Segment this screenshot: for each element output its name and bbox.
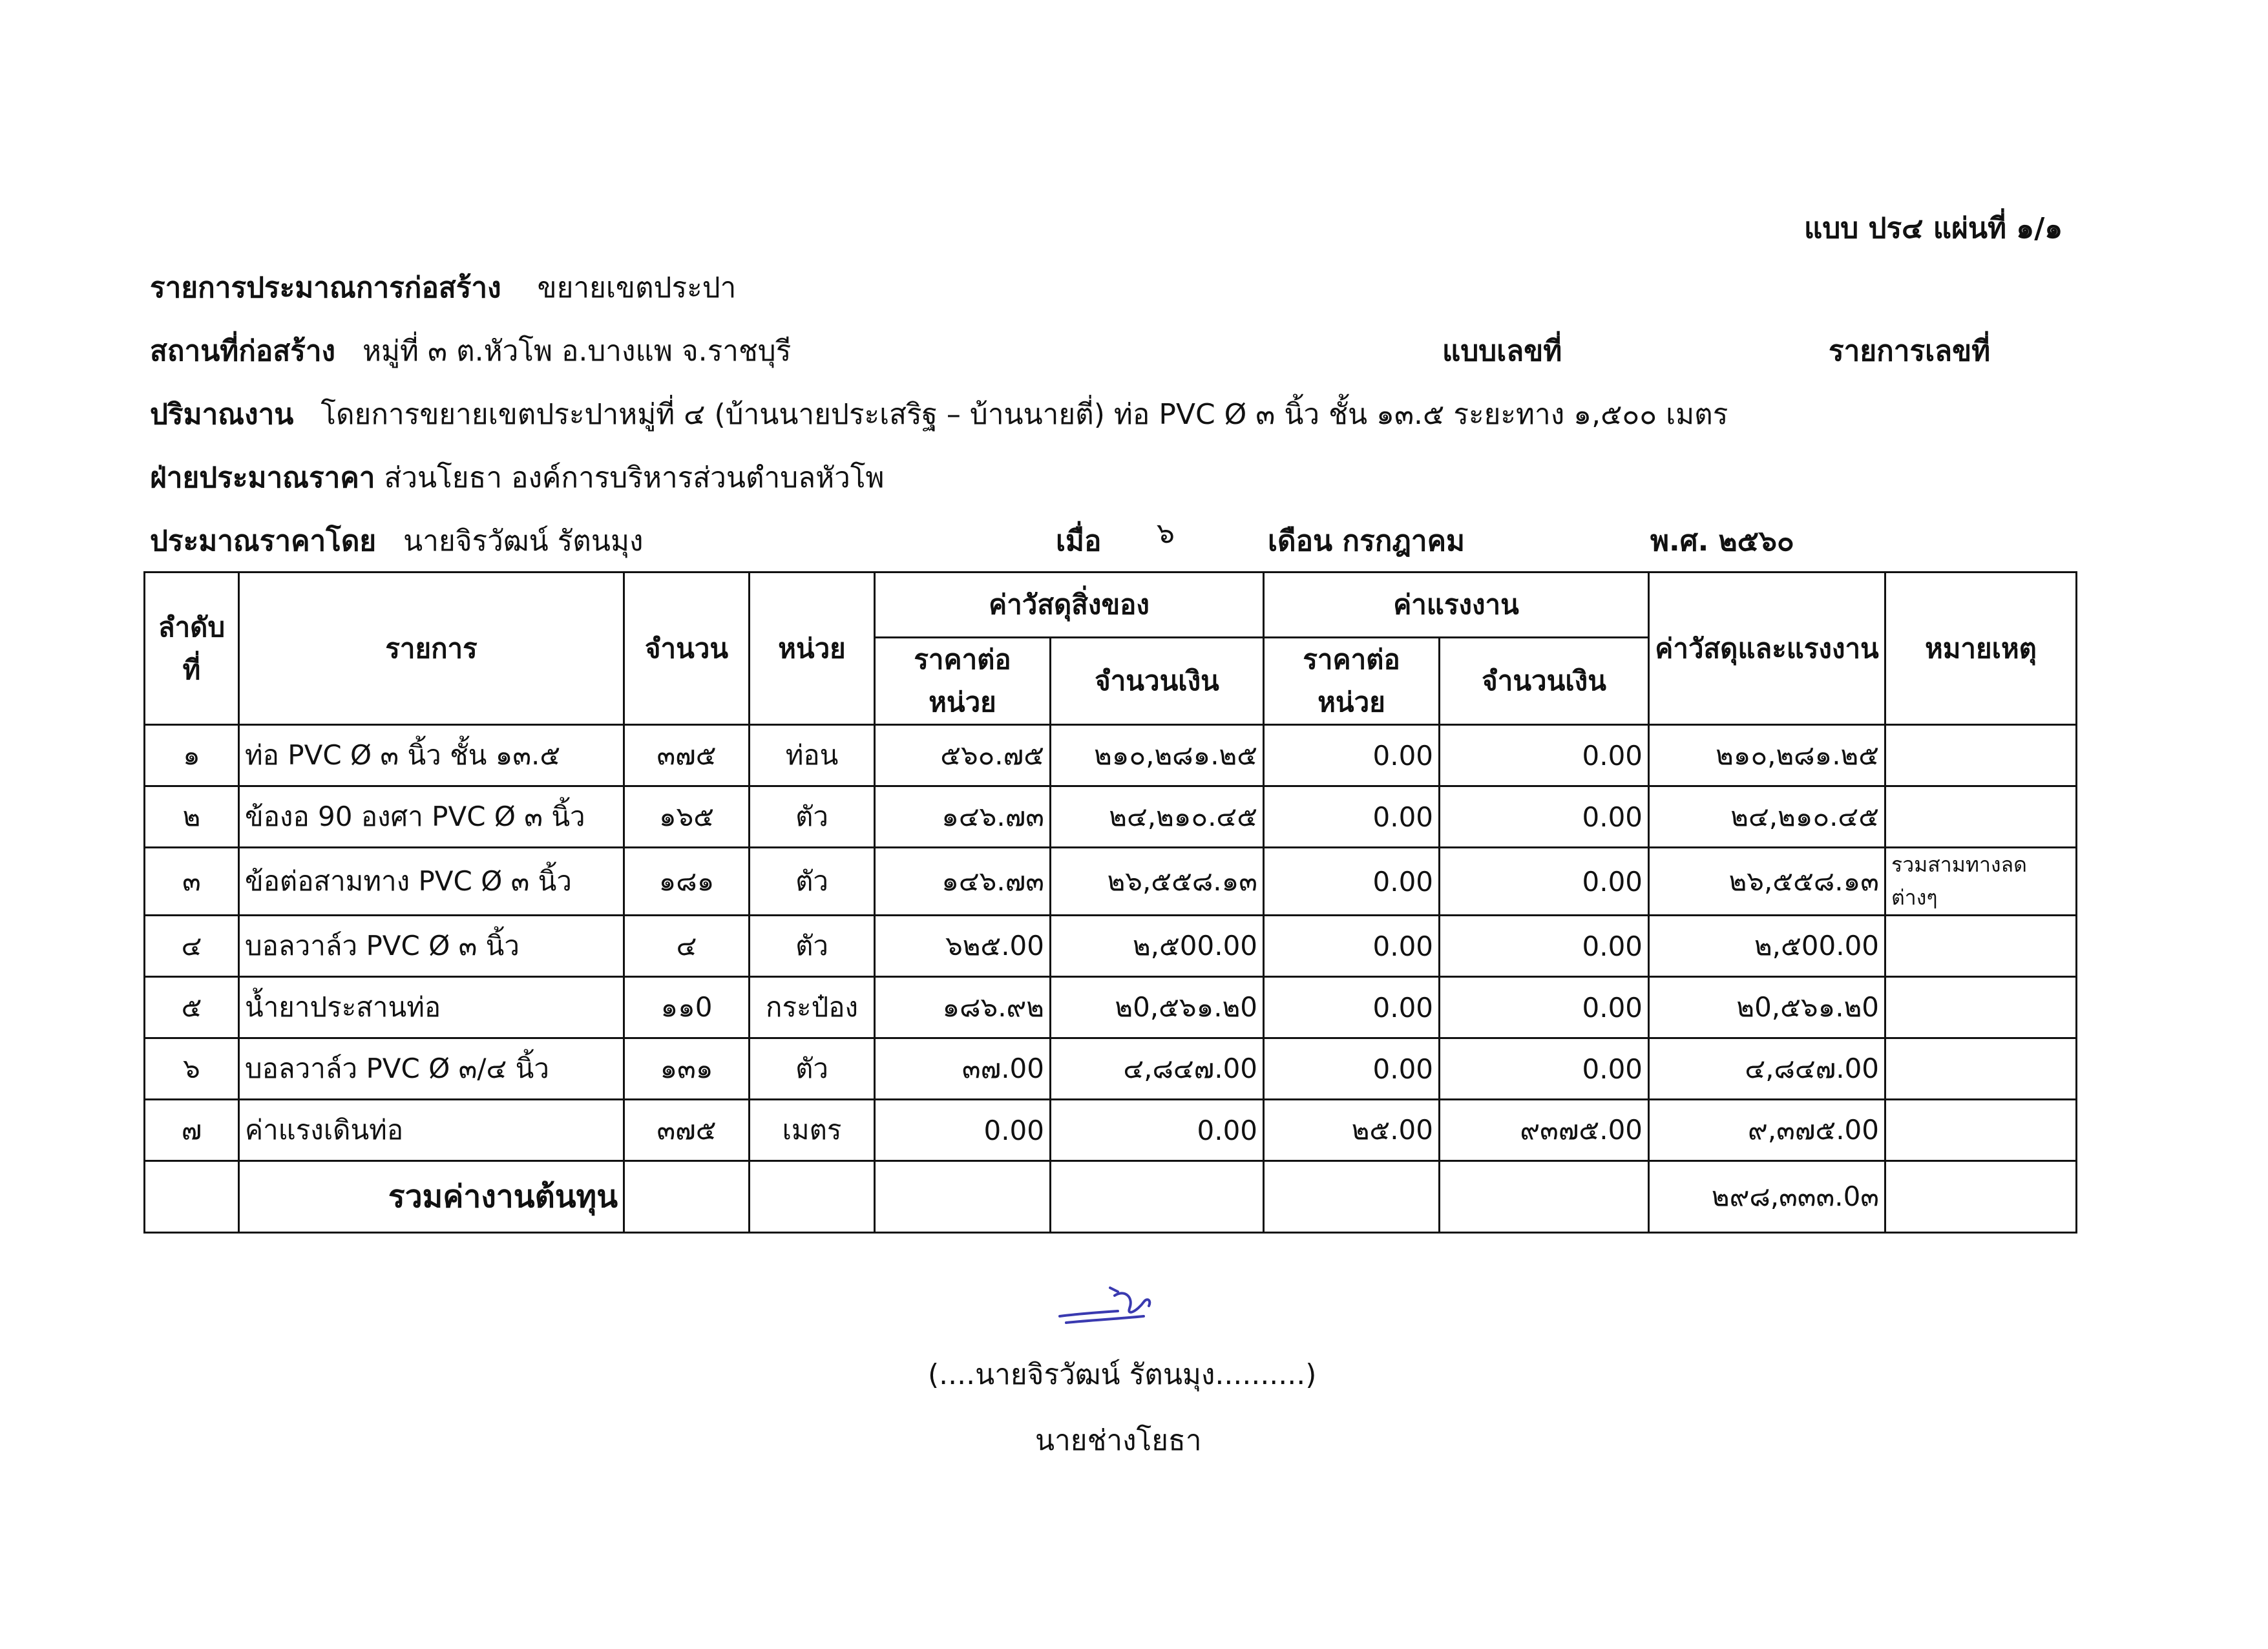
table-row: [145, 848, 2077, 916]
row-total: ๙,๓๗๕.00: [1649, 1100, 1885, 1161]
table-row: [145, 1100, 2077, 1161]
row-no: ๑: [145, 725, 239, 786]
row-no: ๒: [145, 786, 239, 848]
table-row: [145, 1038, 2077, 1100]
table-row: [145, 916, 2077, 977]
row-labor-price: ๒๕.00: [1264, 1100, 1440, 1161]
row-labor-price: 0.00: [1264, 916, 1440, 977]
header-qty: จำนวน: [624, 572, 750, 725]
total-empty-cell: [750, 1161, 875, 1233]
header-material-unit-price: ราคาต่อหน่วย: [875, 638, 1051, 725]
row-total: ๒,๕00.00: [1649, 916, 1885, 977]
row-unit: ตัว: [750, 848, 875, 916]
header-unit: หน่วย: [750, 572, 875, 725]
row-no: ๗: [145, 1100, 239, 1161]
row-total: ๒๖,๕๕๘.๑๓: [1649, 848, 1885, 916]
row-unit: ตัว: [750, 916, 875, 977]
row-labor-amount: 0.00: [1440, 977, 1649, 1038]
header-total: ค่าวัสดุและแรงงาน: [1649, 572, 1885, 725]
row-unit: เมตร: [750, 1100, 875, 1161]
month-label: เดือน กรกฎาคม: [1268, 525, 1465, 558]
row-qty: ๓๗๕: [624, 1100, 750, 1161]
row-remark: [1885, 1100, 2077, 1161]
dept-value: ส่วนโยธา องค์การบริหารส่วนตำบลหัวโพ: [384, 461, 885, 494]
estimator-value: นายจิรวัฒน์ รัตนมุง: [403, 525, 644, 558]
row-labor-amount: 0.00: [1440, 786, 1649, 848]
row-remark: รวมสามทางลดต่างๆ: [1885, 848, 2077, 916]
project-value: ขยายเขตประปา: [537, 271, 737, 304]
row-material-amount: 0.00: [1051, 1100, 1264, 1161]
total-row: [145, 1161, 2077, 1233]
row-no: ๖: [145, 1038, 239, 1100]
form-id: แบบ ปร๔ แผ่นที่ ๑/๑: [1804, 212, 2063, 245]
estimate-table: [143, 571, 2077, 1234]
row-labor-price: 0.00: [1264, 848, 1440, 916]
row-material-price: ๑๔๖.๗๓: [875, 786, 1051, 848]
row-no: ๔: [145, 916, 239, 977]
row-labor-price: 0.00: [1264, 725, 1440, 786]
total-empty-cell: [1264, 1161, 1440, 1233]
row-labor-amount: 0.00: [1440, 725, 1649, 786]
row-material-amount: ๒๑๐,๒๘๑.๒๕: [1051, 725, 1264, 786]
row-qty: ๑๑0: [624, 977, 750, 1038]
row-labor-price: 0.00: [1264, 786, 1440, 848]
row-material-amount: ๒๖,๕๕๘.๑๓: [1051, 848, 1264, 916]
total-empty-cell: [1440, 1161, 1649, 1233]
row-labor-amount: 0.00: [1440, 848, 1649, 916]
row-remark: [1885, 1038, 2077, 1100]
table-row: [145, 725, 2077, 786]
row-remark: [1885, 786, 2077, 848]
header-material-group: ค่าวัสดุสิ่งของ: [875, 572, 1264, 638]
row-qty: ๑๖๕: [624, 786, 750, 848]
header-item: รายการ: [239, 572, 624, 725]
site-value: หมู่ที่ ๓ ต.หัวโพ อ.บางแพ จ.ราชบุรี: [362, 335, 792, 368]
row-item: น้ำยาประสานท่อ: [239, 977, 624, 1038]
row-qty: ๑๘๑: [624, 848, 750, 916]
header-labor-group: ค่าแรงงาน: [1264, 572, 1649, 638]
row-item: ข้อต่อสามทาง PVC Ø ๓ นิ้ว: [239, 848, 624, 916]
header-material-amount: จำนวนเงิน: [1051, 638, 1264, 725]
row-qty: ๑๓๑: [624, 1038, 750, 1100]
row-total: ๒0,๕๖๑.๒0: [1649, 977, 1885, 1038]
row-unit: ตัว: [750, 786, 875, 848]
row-item: ท่อ PVC Ø ๓ นิ้ว ชั้น ๑๓.๕: [239, 725, 624, 786]
site-line: [150, 328, 791, 373]
date-label: เมื่อ: [1056, 525, 1102, 558]
total-empty-cell: [145, 1161, 239, 1233]
row-item: บอลวาล์ว PVC Ø ๓/๔ นิ้ว: [239, 1038, 624, 1100]
row-material-amount: ๒๔,๒๑๐.๔๕: [1051, 786, 1264, 848]
row-item: ค่าแรงเดินท่อ: [239, 1100, 624, 1161]
row-total: ๔,๘๔๗.00: [1649, 1038, 1885, 1100]
table-row: [145, 977, 2077, 1038]
plan-no-label: แบบเลขที่: [1442, 335, 1562, 368]
row-qty: ๓๗๕: [624, 725, 750, 786]
row-no: ๕: [145, 977, 239, 1038]
estimator-line: [150, 518, 643, 563]
row-material-amount: ๒,๕00.00: [1051, 916, 1264, 977]
row-material-price: ๑๔๖.๗๓: [875, 848, 1051, 916]
row-qty: ๔: [624, 916, 750, 977]
scope-label: ปริมาณงาน: [150, 398, 294, 431]
row-material-price: 0.00: [875, 1100, 1051, 1161]
header-remark: หมายเหตุ: [1885, 572, 2077, 725]
date-day: ๖: [1157, 517, 1175, 550]
row-item: บอลวาล์ว PVC Ø ๓ นิ้ว: [239, 916, 624, 977]
signature-position: นายช่างโยธา: [1035, 1424, 1202, 1457]
row-labor-price: 0.00: [1264, 977, 1440, 1038]
dept-line: [150, 455, 884, 500]
row-unit: กระป๋อง: [750, 977, 875, 1038]
row-material-price: ๕๖๐.๗๕: [875, 725, 1051, 786]
grand-total: ๒๙๘,๓๓๓.0๓: [1649, 1161, 1885, 1233]
row-material-amount: ๔,๘๔๗.00: [1051, 1038, 1264, 1100]
row-material-price: ๖๒๕.00: [875, 916, 1051, 977]
signature-name: (....นายจิรวัฒน์ รัตนมุง..........): [928, 1358, 1317, 1391]
total-empty-cell: [1051, 1161, 1264, 1233]
total-label: รวมค่างานต้นทุน: [239, 1161, 624, 1233]
estimator-label: ประมาณราคาโดย: [150, 525, 377, 558]
row-remark: [1885, 916, 2077, 977]
row-no: ๓: [145, 848, 239, 916]
header-labor-amount: จำนวนเงิน: [1440, 638, 1649, 725]
signature-scribble: [1053, 1283, 1163, 1337]
row-total: ๒๔,๒๑๐.๔๕: [1649, 786, 1885, 848]
row-labor-price: 0.00: [1264, 1038, 1440, 1100]
total-empty-cell: [875, 1161, 1051, 1233]
row-labor-amount: 0.00: [1440, 916, 1649, 977]
project-label: รายการประมาณการก่อสร้าง: [150, 271, 501, 304]
project-line: [150, 265, 736, 310]
year-label: พ.ศ. ๒๕๖๐: [1650, 525, 1794, 558]
row-labor-amount: ๙๓๗๕.00: [1440, 1100, 1649, 1161]
site-label: สถานที่ก่อสร้าง: [150, 335, 336, 368]
row-labor-amount: 0.00: [1440, 1038, 1649, 1100]
total-empty-cell: [624, 1161, 750, 1233]
item-no-label: รายการเลขที่: [1829, 335, 1991, 368]
scope-value: โดยการขยายเขตประปาหมู่ที่ ๔ (บ้านนายประเสริฐ – บ้านนายตี่) ท่อ PVC Ø ๓ นิ้ว ชั้น ๑๓.๕ ระยะทาง ๑,๕๐๐ เมตร: [320, 398, 1728, 431]
row-total: ๒๑๐,๒๘๑.๒๕: [1649, 725, 1885, 786]
total-empty-cell: [1885, 1161, 2077, 1233]
row-unit: ท่อน: [750, 725, 875, 786]
row-material-price: ๑๘๖.๙๒: [875, 977, 1051, 1038]
table-row: [145, 786, 2077, 848]
row-unit: ตัว: [750, 1038, 875, 1100]
header-labor-unit-price: ราคาต่อหน่วย: [1264, 638, 1440, 725]
dept-label: ฝ่ายประมาณราคา: [150, 461, 375, 494]
row-item: ข้องอ 90 องศา PVC Ø ๓ นิ้ว: [239, 786, 624, 848]
row-material-price: ๓๗.00: [875, 1038, 1051, 1100]
row-material-amount: ๒0,๕๖๑.๒0: [1051, 977, 1264, 1038]
header-no: ลำดับที่: [145, 572, 239, 725]
scope-line: [150, 392, 1728, 437]
row-remark: [1885, 977, 2077, 1038]
row-remark: [1885, 725, 2077, 786]
